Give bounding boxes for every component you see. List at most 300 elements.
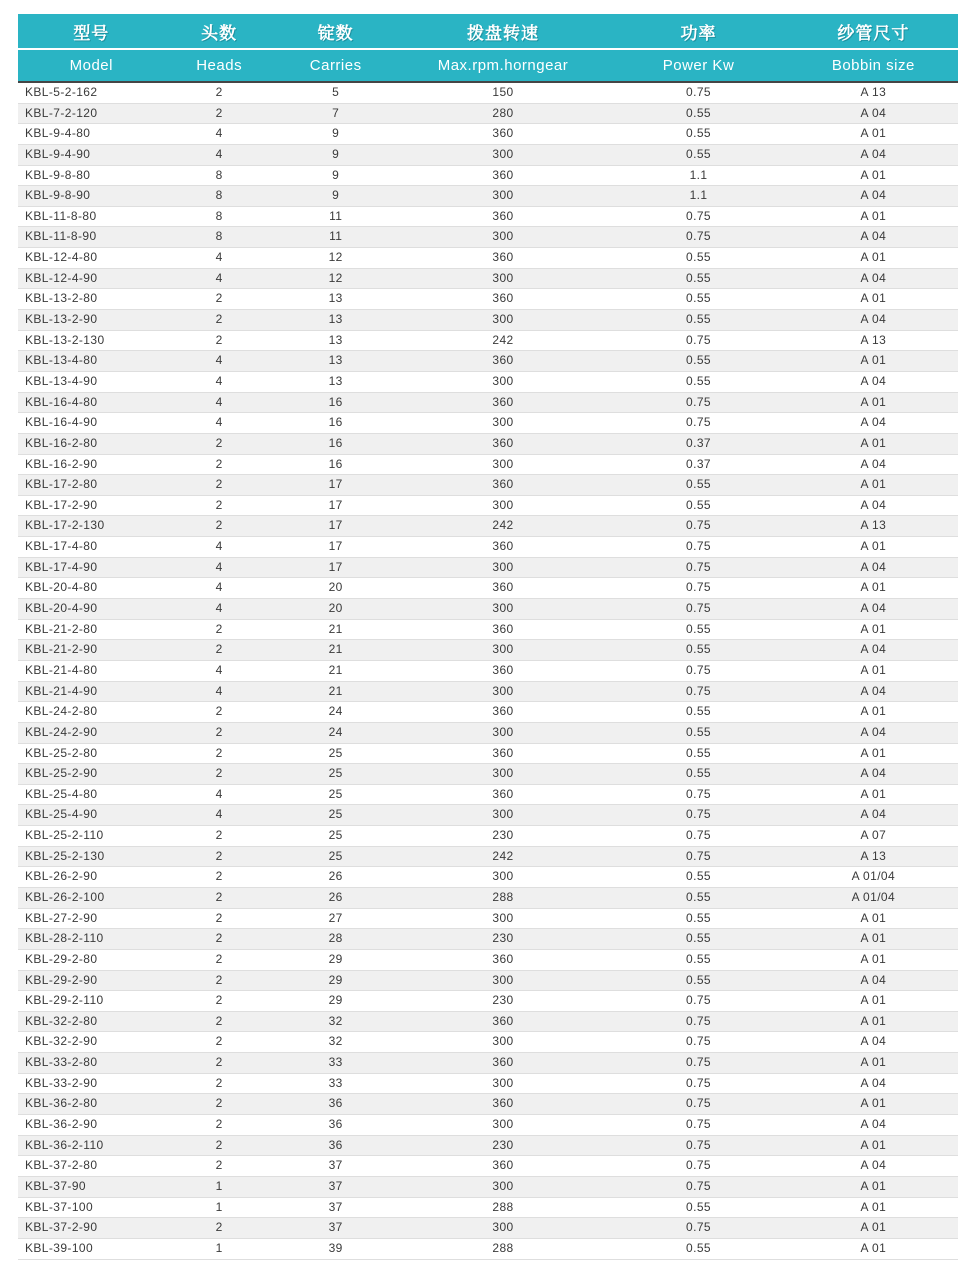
cell-bobbin: A 01: [860, 931, 887, 946]
cell-power: 0.75: [686, 1096, 711, 1111]
cell-rpm: 288: [492, 889, 514, 904]
cell-model: KBL-29-2-80: [25, 951, 98, 966]
cell-model: KBL-24-2-90: [25, 724, 98, 739]
cell-power: 0.75: [686, 332, 711, 347]
cell-power: 0.55: [686, 951, 711, 966]
cell-power: 0.55: [686, 724, 711, 739]
cell-rpm: 230: [492, 1137, 514, 1152]
table-row: [18, 661, 958, 682]
cell-heads: 4: [215, 415, 223, 430]
cell-heads: 2: [215, 972, 223, 987]
cell-model: KBL-20-4-90: [25, 601, 98, 616]
cell-power: 0.75: [686, 848, 711, 863]
cell-carries: 26: [328, 869, 343, 884]
cell-model: KBL-37-90: [25, 1178, 86, 1193]
cell-heads: 1: [215, 1199, 223, 1214]
cell-model: KBL-24-2-80: [25, 704, 98, 719]
table-row: [18, 1032, 958, 1053]
cell-model: KBL-29-2-110: [25, 993, 104, 1008]
cell-carries: 29: [328, 993, 343, 1008]
cell-bobbin: A 01: [860, 910, 887, 925]
cell-power: 0.75: [686, 993, 711, 1008]
cell-heads: 4: [215, 601, 223, 616]
cell-bobbin: A 01: [860, 1178, 887, 1193]
cell-rpm: 300: [492, 1117, 514, 1132]
cell-model: KBL-13-2-90: [25, 312, 98, 327]
cell-rpm: 300: [492, 807, 514, 822]
cell-carries: 37: [328, 1158, 343, 1173]
cell-rpm: 360: [492, 435, 514, 450]
cell-bobbin: A 01: [860, 477, 887, 492]
cell-carries: 37: [328, 1199, 343, 1214]
cell-rpm: 360: [492, 539, 514, 554]
cell-rpm: 360: [492, 745, 514, 760]
table-row: [18, 83, 958, 104]
cell-heads: 4: [215, 539, 223, 554]
cell-model: KBL-37-2-80: [25, 1158, 98, 1173]
cell-carries: 11: [329, 208, 343, 223]
table-row: [18, 413, 958, 434]
cell-power: 0.55: [686, 250, 711, 265]
cell-carries: 37: [328, 1178, 343, 1193]
cell-bobbin: A 01/04: [851, 889, 896, 904]
cell-model: KBL-9-4-80: [25, 126, 91, 141]
cell-rpm: 300: [492, 766, 514, 781]
cell-model: KBL-21-2-90: [25, 642, 98, 657]
cell-power: 0.75: [686, 786, 711, 801]
cell-model: KBL-33-2-80: [25, 1055, 98, 1070]
table-row: [18, 744, 958, 765]
cell-bobbin: A 04: [860, 105, 887, 120]
cell-power: 1.1: [689, 188, 708, 203]
table-row: [18, 929, 958, 950]
cell-heads: 2: [215, 704, 223, 719]
cell-rpm: 242: [492, 332, 514, 347]
cell-rpm: 360: [492, 126, 514, 141]
cell-bobbin: A 01: [860, 394, 887, 409]
cell-bobbin: A 04: [860, 683, 887, 698]
table-row: [18, 104, 958, 125]
cell-rpm: 360: [492, 208, 514, 223]
cell-carries: 16: [328, 435, 343, 450]
cell-rpm: 300: [492, 270, 514, 285]
cell-bobbin: A 04: [860, 146, 887, 161]
cell-heads: 2: [215, 993, 223, 1008]
cell-rpm: 300: [492, 373, 514, 388]
cell-bobbin: A 04: [860, 312, 887, 327]
table-row: [18, 227, 958, 248]
cell-carries: 16: [328, 394, 343, 409]
table-row: [18, 1218, 958, 1239]
cell-heads: 4: [215, 662, 223, 677]
table-row: [18, 289, 958, 310]
cell-rpm: 360: [492, 291, 514, 306]
cell-heads: 1: [215, 1178, 223, 1193]
cell-model: KBL-33-2-90: [25, 1075, 98, 1090]
table-row: [18, 785, 958, 806]
cell-carries: 25: [328, 828, 343, 843]
cell-rpm: 300: [492, 601, 514, 616]
cell-rpm: 360: [492, 662, 514, 677]
cell-heads: 2: [215, 456, 223, 471]
cell-rpm: 300: [492, 1220, 514, 1235]
cell-power: 0.55: [686, 373, 711, 388]
cell-model: KBL-25-2-80: [25, 745, 98, 760]
cell-power: 0.75: [686, 1013, 711, 1028]
col-header-bobbin-cn: 纱管尺寸: [837, 23, 910, 43]
cell-bobbin: A 04: [860, 1158, 887, 1173]
cell-heads: 4: [215, 683, 223, 698]
cell-bobbin: A 04: [860, 1075, 887, 1090]
cell-model: KBL-25-4-80: [25, 786, 98, 801]
cell-rpm: 300: [492, 559, 514, 574]
cell-power: 0.55: [686, 1199, 711, 1214]
cell-model: KBL-9-8-90: [25, 188, 91, 203]
cell-heads: 4: [215, 250, 223, 265]
cell-carries: 32: [328, 1034, 343, 1049]
table-row: [18, 1239, 958, 1260]
table-row: [18, 558, 958, 579]
table-row: [18, 124, 958, 145]
cell-carries: 17: [328, 518, 343, 533]
cell-bobbin: A 01: [860, 580, 887, 595]
table-row: [18, 248, 958, 269]
cell-carries: 24: [328, 704, 343, 719]
cell-bobbin: A 01: [860, 1199, 887, 1214]
cell-power: 0.55: [686, 291, 711, 306]
cell-rpm: 360: [492, 621, 514, 636]
cell-bobbin: A 01: [860, 786, 887, 801]
cell-model: KBL-13-2-80: [25, 291, 98, 306]
cell-power: 0.55: [686, 704, 711, 719]
cell-power: 0.37: [686, 456, 711, 471]
table-row: [18, 537, 958, 558]
cell-heads: 2: [215, 1117, 223, 1132]
cell-carries: 26: [328, 889, 343, 904]
cell-bobbin: A 04: [860, 497, 887, 512]
table-row: [18, 269, 958, 290]
cell-heads: 2: [215, 105, 223, 120]
cell-heads: 2: [215, 1096, 223, 1111]
cell-rpm: 300: [492, 456, 514, 471]
cell-bobbin: A 04: [860, 766, 887, 781]
cell-heads: 2: [215, 1075, 223, 1090]
cell-bobbin: A 01: [860, 1137, 887, 1152]
col-header-model-cn: 型号: [73, 23, 110, 43]
cell-bobbin: A 01: [860, 208, 887, 223]
cell-power: 0.55: [686, 972, 711, 987]
cell-carries: 39: [328, 1240, 343, 1255]
cell-carries: 17: [328, 539, 343, 554]
cell-rpm: 230: [492, 931, 514, 946]
cell-carries: 16: [328, 456, 343, 471]
cell-rpm: 360: [492, 1055, 514, 1070]
table-header-english: [18, 50, 958, 83]
col-header-bobbin-en: Bobbin size: [831, 57, 915, 74]
cell-carries: 17: [328, 477, 343, 492]
cell-power: 0.55: [686, 931, 711, 946]
cell-bobbin: A 01: [860, 621, 887, 636]
table-row: [18, 372, 958, 393]
table-row: [18, 1074, 958, 1095]
cell-carries: 20: [328, 601, 343, 616]
cell-model: KBL-12-4-80: [25, 250, 98, 265]
cell-heads: 4: [215, 394, 223, 409]
table-row: [18, 702, 958, 723]
cell-carries: 29: [328, 951, 343, 966]
cell-model: KBL-7-2-120: [25, 105, 98, 120]
cell-rpm: 288: [492, 1199, 514, 1214]
cell-heads: 4: [215, 146, 223, 161]
cell-carries: 32: [328, 1013, 343, 1028]
table-row: [18, 640, 958, 661]
cell-carries: 33: [328, 1055, 343, 1070]
table-row: [18, 145, 958, 166]
cell-model: KBL-17-2-80: [25, 477, 98, 492]
cell-power: 0.75: [686, 807, 711, 822]
cell-model: KBL-27-2-90: [25, 910, 98, 925]
table-row: [18, 764, 958, 785]
cell-model: KBL-25-2-110: [25, 828, 104, 843]
cell-bobbin: A 01: [860, 1220, 887, 1235]
cell-carries: 21: [328, 621, 343, 636]
cell-bobbin: A 04: [860, 559, 887, 574]
cell-carries: 13: [328, 312, 343, 327]
cell-rpm: 300: [492, 869, 514, 884]
cell-heads: 2: [215, 291, 223, 306]
cell-model: KBL-13-4-80: [25, 353, 98, 368]
cell-heads: 2: [215, 910, 223, 925]
cell-power: 0.75: [686, 1117, 711, 1132]
cell-rpm: 300: [492, 312, 514, 327]
cell-model: KBL-32-2-90: [25, 1034, 98, 1049]
cell-rpm: 300: [492, 1075, 514, 1090]
cell-bobbin: A 04: [860, 642, 887, 657]
cell-power: 0.75: [686, 559, 711, 574]
cell-bobbin: A 01: [860, 662, 887, 677]
cell-power: 0.55: [686, 869, 711, 884]
cell-heads: 2: [215, 435, 223, 450]
cell-carries: 21: [328, 683, 343, 698]
table-row: [18, 186, 958, 207]
cell-heads: 2: [215, 518, 223, 533]
cell-power: 0.55: [686, 270, 711, 285]
table-row: [18, 1198, 958, 1219]
table-row: [18, 475, 958, 496]
cell-carries: 13: [328, 291, 343, 306]
cell-heads: 4: [215, 580, 223, 595]
cell-model: KBL-9-8-80: [25, 167, 91, 182]
cell-carries: 21: [328, 662, 343, 677]
cell-power: 0.75: [686, 1075, 711, 1090]
cell-carries: 37: [328, 1220, 343, 1235]
cell-model: KBL-9-4-90: [25, 146, 91, 161]
cell-power: 0.55: [686, 126, 711, 141]
cell-model: KBL-17-4-80: [25, 539, 98, 554]
table-row: [18, 310, 958, 331]
table-row: [18, 909, 958, 930]
cell-bobbin: A 04: [860, 724, 887, 739]
cell-heads: 2: [215, 848, 223, 863]
cell-heads: 8: [215, 208, 223, 223]
cell-carries: 9: [332, 146, 340, 161]
cell-model: KBL-17-2-130: [25, 518, 105, 533]
cell-power: 0.75: [686, 415, 711, 430]
cell-rpm: 360: [492, 250, 514, 265]
cell-power: 0.75: [686, 229, 711, 244]
cell-bobbin: A 04: [860, 601, 887, 616]
cell-rpm: 300: [492, 1034, 514, 1049]
cell-heads: 2: [215, 497, 223, 512]
cell-rpm: 360: [492, 704, 514, 719]
cell-heads: 2: [215, 1055, 223, 1070]
cell-power: 0.55: [686, 312, 711, 327]
cell-heads: 2: [215, 477, 223, 492]
cell-bobbin: A 01: [860, 435, 887, 450]
cell-bobbin: A 13: [860, 518, 887, 533]
cell-power: 0.75: [686, 85, 711, 99]
cell-power: 0.75: [686, 1178, 711, 1193]
table-row: [18, 971, 958, 992]
cell-bobbin: A 04: [860, 270, 887, 285]
cell-power: 1.1: [689, 167, 708, 182]
cell-heads: 2: [215, 931, 223, 946]
cell-bobbin: A 04: [860, 1034, 887, 1049]
table-row: [18, 496, 958, 517]
cell-carries: 27: [328, 910, 343, 925]
cell-heads: 2: [215, 332, 223, 347]
cell-model: KBL-16-4-90: [25, 415, 98, 430]
cell-model: KBL-13-2-130: [25, 332, 105, 347]
table-row: [18, 950, 958, 971]
cell-bobbin: A 04: [860, 229, 887, 244]
cell-power: 0.55: [686, 910, 711, 925]
cell-rpm: 360: [492, 1158, 514, 1173]
cell-carries: 13: [328, 332, 343, 347]
cell-rpm: 300: [492, 229, 514, 244]
cell-model: KBL-16-2-80: [25, 435, 98, 450]
table-row: [18, 1012, 958, 1033]
cell-bobbin: A 01: [860, 745, 887, 760]
cell-bobbin: A 01: [860, 1013, 887, 1028]
cell-model: KBL-12-4-90: [25, 270, 98, 285]
col-header-carries-en: Carries: [309, 57, 362, 74]
cell-heads: 2: [215, 1220, 223, 1235]
cell-carries: 7: [332, 105, 340, 120]
cell-carries: 36: [328, 1137, 343, 1152]
cell-carries: 16: [328, 415, 343, 430]
cell-heads: 4: [215, 559, 223, 574]
cell-model: KBL-29-2-90: [25, 972, 98, 987]
table-header-chinese: [18, 14, 958, 50]
table-row: [18, 207, 958, 228]
cell-rpm: 230: [492, 828, 514, 843]
cell-heads: 8: [215, 188, 223, 203]
cell-rpm: 300: [492, 497, 514, 512]
cell-bobbin: A 01: [860, 291, 887, 306]
cell-power: 0.55: [686, 766, 711, 781]
cell-power: 0.75: [686, 1034, 711, 1049]
cell-heads: 4: [215, 270, 223, 285]
cell-bobbin: A 01: [860, 704, 887, 719]
table-row: [18, 888, 958, 909]
cell-model: KBL-36-2-90: [25, 1117, 98, 1132]
cell-carries: 12: [328, 250, 343, 265]
cell-power: 0.75: [686, 1220, 711, 1235]
cell-power: 0.75: [686, 683, 711, 698]
cell-rpm: 288: [492, 1240, 514, 1255]
cell-model: KBL-25-4-90: [25, 807, 98, 822]
table-row: [18, 682, 958, 703]
cell-heads: 2: [215, 724, 223, 739]
cell-heads: 8: [215, 167, 223, 182]
cell-bobbin: A 01: [860, 951, 887, 966]
cell-power: 0.55: [686, 621, 711, 636]
cell-model: KBL-17-4-90: [25, 559, 98, 574]
cell-heads: 2: [215, 1137, 223, 1152]
cell-carries: 25: [328, 745, 343, 760]
cell-carries: 17: [328, 497, 343, 512]
col-header-carries-cn: 锭数: [317, 23, 354, 43]
table-row: [18, 1094, 958, 1115]
table-row: [18, 1053, 958, 1074]
cell-power: 0.75: [686, 394, 711, 409]
col-header-heads-en: Heads: [196, 57, 243, 74]
cell-carries: 24: [328, 724, 343, 739]
cell-rpm: 280: [492, 105, 514, 120]
cell-model: KBL-37-2-90: [25, 1220, 98, 1235]
cell-heads: 4: [215, 126, 223, 141]
cell-bobbin: A 01: [860, 539, 887, 554]
cell-heads: 2: [215, 621, 223, 636]
cell-carries: 28: [328, 931, 343, 946]
cell-power: 0.75: [686, 1137, 711, 1152]
cell-heads: 2: [215, 85, 223, 99]
table-row: [18, 620, 958, 641]
cell-model: KBL-25-2-130: [25, 848, 105, 863]
table-row: [18, 393, 958, 414]
table-row: [18, 516, 958, 537]
cell-power: 0.75: [686, 1055, 711, 1070]
cell-bobbin: A 01: [860, 993, 887, 1008]
col-header-power-cn: 功率: [680, 23, 717, 43]
cell-rpm: 242: [492, 848, 514, 863]
cell-heads: 2: [215, 745, 223, 760]
table-row: [18, 867, 958, 888]
cell-bobbin: A 04: [860, 373, 887, 388]
cell-carries: 13: [328, 373, 343, 388]
cell-carries: 17: [328, 559, 343, 574]
cell-heads: 2: [215, 642, 223, 657]
cell-carries: 25: [328, 766, 343, 781]
cell-power: 0.75: [686, 580, 711, 595]
cell-heads: 4: [215, 807, 223, 822]
cell-bobbin: A 01/04: [851, 869, 896, 884]
cell-carries: 13: [328, 353, 343, 368]
cell-power: 0.75: [686, 208, 711, 223]
cell-rpm: 230: [492, 993, 514, 1008]
cell-power: 0.75: [686, 518, 711, 533]
cell-bobbin: A 01: [860, 250, 887, 265]
col-header-rpm-cn: 拨盘转速: [467, 23, 539, 43]
cell-power: 0.55: [686, 146, 711, 161]
cell-power: 0.75: [686, 1158, 711, 1173]
cell-bobbin: A 01: [860, 1240, 887, 1255]
cell-model: KBL-13-4-90: [25, 373, 98, 388]
cell-bobbin: A 04: [860, 188, 887, 203]
cell-bobbin: A 07: [860, 828, 887, 843]
col-header-model-en: Model: [69, 57, 113, 74]
